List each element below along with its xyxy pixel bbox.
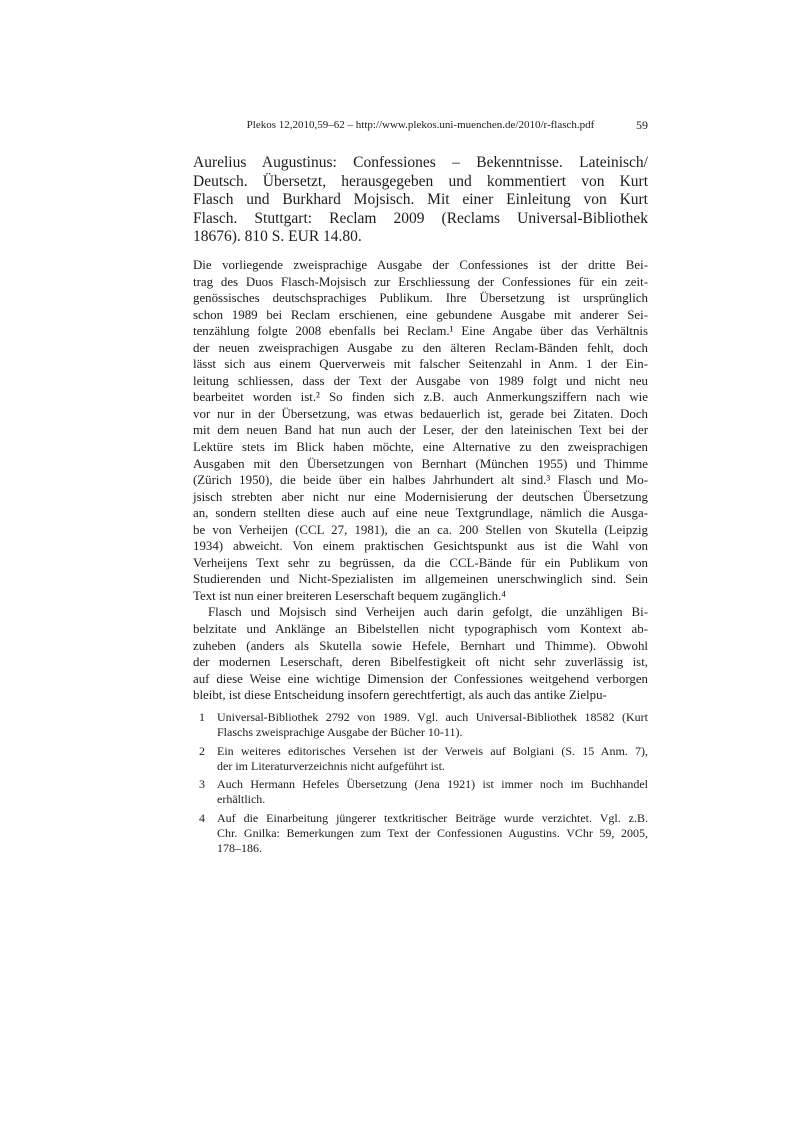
body-line: der modernen Leserschaft, deren Bibelfestigkeit oft nicht sehr zuverlässig ist, xyxy=(193,655,648,670)
body-line: 1934) abweicht. Von einem praktischen Gesichtspunkt aus ist die Wahl von xyxy=(193,539,648,554)
footnote-line: 178–186. xyxy=(217,841,262,856)
body-line: (Zürich 1950), die beide über ein halbes Jahrhundert alt sind.³ Flasch und Mo- xyxy=(193,473,648,488)
review-body xyxy=(193,257,648,704)
body-line: be von Verheijen (CCL 27, 1981), die an ca. 200 Stellen von Skutella (Leipzig xyxy=(193,522,648,537)
title-line: Deutsch. Übersetzt, herausgegeben und kommentiert von Kurt xyxy=(193,172,648,190)
footnote-item xyxy=(193,710,648,741)
footnote-number: 4 xyxy=(199,810,205,825)
footnote-text xyxy=(217,744,648,775)
body-line: bleibt, ist diese Entscheidung insofern gerechtfertigt, als auch das antike Zielpu- xyxy=(193,688,607,703)
footnote-line: Auch Hermann Hefeles Übersetzung (Jena 1921) ist immer noch im Buchhandel xyxy=(217,777,648,792)
body-line: Lektüre stets im Blick haben möchte, eine Alternative zu den zweisprachigen xyxy=(193,440,648,455)
footnote-item xyxy=(193,744,648,775)
journal-reference: Plekos 12,2010,59–62 – http://www.plekos.uni-muenchen.de/2010/r-flasch.pdf xyxy=(246,119,595,131)
footnote-line: erhältlich. xyxy=(217,792,266,807)
body-line: tenzählung folgte 2008 ebenfalls bei Reclam.¹ Eine Angabe über das Verhältnis xyxy=(193,324,648,339)
body-line: zuheben (anders als Skutella sowie Hefele, Bernhart und Thimme). Obwohl xyxy=(193,638,648,653)
body-line: schon 1989 bei Reclam erschienen, eine gebundene Ausgabe mit anderer Sei- xyxy=(193,307,648,322)
body-line: leitung schliessen, dass der Text der Ausgabe von 1989 folgt und nicht neu xyxy=(193,373,648,388)
footnote-line: Auf die Einarbeitung jüngerer textkritischer Beiträge wurde verzichtet. Vgl. z.B. xyxy=(217,810,648,825)
body-line: mit dem neuen Band hat nun auch der Leser, der den lateinischen Text bei der xyxy=(193,423,648,438)
footnote-number: 1 xyxy=(199,710,205,724)
footnote-text xyxy=(217,811,648,857)
footnote-line: der im Literaturverzeichnis nicht aufgeführt ist. xyxy=(217,758,445,773)
body-line: Die vorliegende zweisprachige Ausgabe der Confessiones ist der dritte Bei- xyxy=(193,258,648,272)
footnote-item xyxy=(193,777,648,808)
review-title xyxy=(193,154,648,247)
paragraph xyxy=(193,604,648,703)
body-line: der neuen zweisprachigen Ausgabe zu den älteren Reclam-Bänden fehlt, doch xyxy=(193,340,648,355)
footnote-line: Ein weiteres editorisches Versehen ist der Verweis auf Bolgiani (S. 15 Anm. 7), xyxy=(217,743,648,758)
footnote-number: 3 xyxy=(199,777,205,792)
title-line: Flasch und Burkhard Mojsisch. Mit einer Einleitung von Kurt xyxy=(193,191,648,209)
body-line: genössisches deutschsprachiges Publikum. Ihre Übersetzung ist ursprünglich xyxy=(193,291,648,306)
footnote-item xyxy=(193,811,648,857)
body-line: Text ist nun einer breiteren Leserschaft bequem zugänglich.⁴ xyxy=(193,588,506,603)
body-line: Studierenden und Nicht-Spezialisten im allgemeinen unerschwinglich sind. Sein xyxy=(193,572,648,587)
body-line: auf diese Weise eine wichtige Dimension der Confessiones weitgehend verborgen xyxy=(193,671,648,686)
page-number: 59 xyxy=(636,118,648,132)
body-line: lässt sich aus einem Querverweis mit falscher Seitenzahl in Anm. 1 der Ein- xyxy=(193,357,648,372)
footnotes-section xyxy=(193,710,648,860)
footnote-text xyxy=(217,777,648,808)
title-line: Aurelius Augustinus: Confessiones – Bekenntnisse. Lateinisch/ xyxy=(193,154,648,171)
paragraph xyxy=(193,257,648,604)
body-line: trag des Duos Flasch-Mojsisch zur Erschliessung der Confessiones für ein zeit- xyxy=(193,274,648,289)
body-line: vor nur in der Übersetzung, was etwas bedauerlich ist, gerade bei Zitaten. Doch xyxy=(193,406,648,421)
page-header xyxy=(193,118,648,132)
body-line: belzitate und Anklänge an Bibelstellen nicht typographisch vom Kontext ab- xyxy=(193,622,648,637)
body-line: Flasch und Mojsisch sind Verheijen auch darin gefolgt, die unzähligen Bi- xyxy=(208,605,648,620)
footnote-line: Chr. Gnilka: Bemerkungen zum Text der Confessionen Augustins. VChr 59, 2005, xyxy=(217,826,648,841)
footnote-text xyxy=(217,710,648,741)
body-line: jsisch strebten aber nicht nur eine Modernisierung der deutschen Übersetzung xyxy=(193,489,648,504)
footnote-line: Universal-Bibliothek 2792 von 1989. Vgl. auch Universal-Bibliothek 18582 (Kurt xyxy=(217,710,648,724)
title-line: 18676). 810 S. EUR 14.80. xyxy=(193,228,362,246)
body-line: bearbeitet worden ist.² So finden sich z.B. auch Anmerkungsziffern nach wie xyxy=(193,390,648,405)
body-line: Ausgaben mit den Übersetzungen von Bernhart (München 1955) und Thimme xyxy=(193,456,648,471)
footnote-number: 2 xyxy=(199,743,205,758)
footnote-line: Flaschs zweisprachige Ausgabe der Bücher 10-11). xyxy=(217,725,463,740)
body-line: an, sondern stellten diese auch auf eine neue Textgrundlage, nämlich die Ausga- xyxy=(193,506,648,521)
body-line: Verheijens Text sehr zu begrüssen, da die CCL-Bände für ein Publikum von xyxy=(193,555,648,570)
title-line: Flasch. Stuttgart: Reclam 2009 (Reclams Universal-Bibliothek xyxy=(193,209,648,227)
